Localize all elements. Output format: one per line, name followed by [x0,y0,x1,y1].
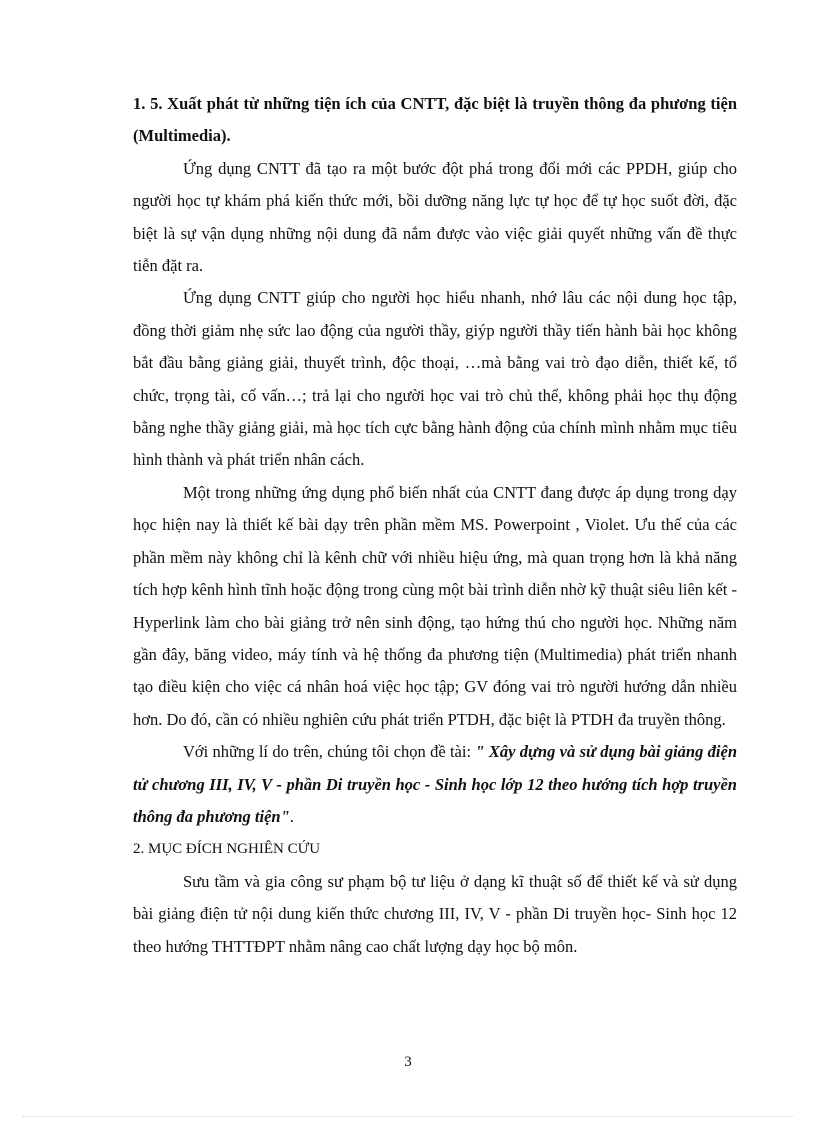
topic-intro: Với những lí do trên, chúng tôi chọn đề tài: [183,742,476,762]
paragraph-1: Ứng dụng CNTT đã tạo ra một bước đột phá trong đổi mới các PPDH, giúp cho người học tự khám phá kiến thức mới, bồi dưỡng năng lực tự học để tự học suốt đời, đặc biệt là sự vận dụng những nội dung đã nắm được vào việc giải quyết những vấn đề thực tiễn đặt ra. [133,158,737,276]
topic-paragraph [133,736,737,833]
footer-divider [22,1116,794,1117]
page-number: 3 [404,1054,412,1070]
page-body [133,88,737,963]
section-2-paragraph: Sưu tầm và gia công sư phạm bộ tư liệu ở dạng kĩ thuật số để thiết kế và sử dụng bài giảng điện tử nội dung kiến thức chương III, IV, V - phần Di truyền học- Sinh học 12 theo hướng THTTĐPT nhằm nâng cao chất lượng dạy học bộ môn. [133,871,737,956]
topic-end: . [289,806,294,826]
section-1-5-heading: 1. 5. Xuất phát từ những tiện ích của CNTT, đặc biệt là truyền thông đa phương tiện (Multimedia). [133,94,737,146]
topic-title: " Xây dựng và sử dụng bài giảng điện tử chương III, IV, V - phần Di truyền học - Sinh học lớp 12 theo hướng tích hợp truyền thông đa phương tiện" [133,742,737,826]
section-2-heading: 2. MỤC ĐÍCH NGHIÊN CỨU [133,841,321,858]
paragraph-2: Ứng dụng CNTT giúp cho người học hiểu nhanh, nhớ lâu các nội dung học tập, đồng thời giảm nhẹ sức lao động của người thầy, giýp người thầy tiến hành bài học không bắt đầu bằng giảng giải, thuyết trình, độc thoại, …mà bằng vai trò đạo diễn, thiết kế, tổ chức, trọng tài, cố vấn…; trả lại cho người học vai trò chủ thể, không phải học thụ động bằng nghe thầy giảng giải, mà học tích cực bằng hành động của chính mình nhằm mục tiêu hình thành và phát triển nhân cách. [133,288,737,470]
paragraph-3: Một trong những ứng dụng phổ biến nhất của CNTT đang được áp dụng trong dạy học hiện nay là thiết kế bài dạy trên phần mềm MS. Powerpoint , Violet. Ưu thế của các phần mềm này không chỉ là kênh chữ với nhiều hiệu ứng, mà quan trọng hơn là khả năng tích hợp kênh hình tĩnh hoặc động trong cùng một bài trình diễn nhờ kỹ thuật siêu liên kết - Hyperlink làm cho bài giảng trở nên sinh động, tạo hứng thú cho người học. Những năm gần đây, băng video, máy tính và hệ thống đa phương tiện (Multimedia) phát triển nhanh tạo điều kiện cho việc cá nhân hoá việc học tập; GV đóng vai trò người hướng dẫn nhiều hơn. Do đó, cần có nhiều nghiên cứu phát triển PTDH, đặc biệt là PTDH đa truyền thông. [133,482,737,729]
